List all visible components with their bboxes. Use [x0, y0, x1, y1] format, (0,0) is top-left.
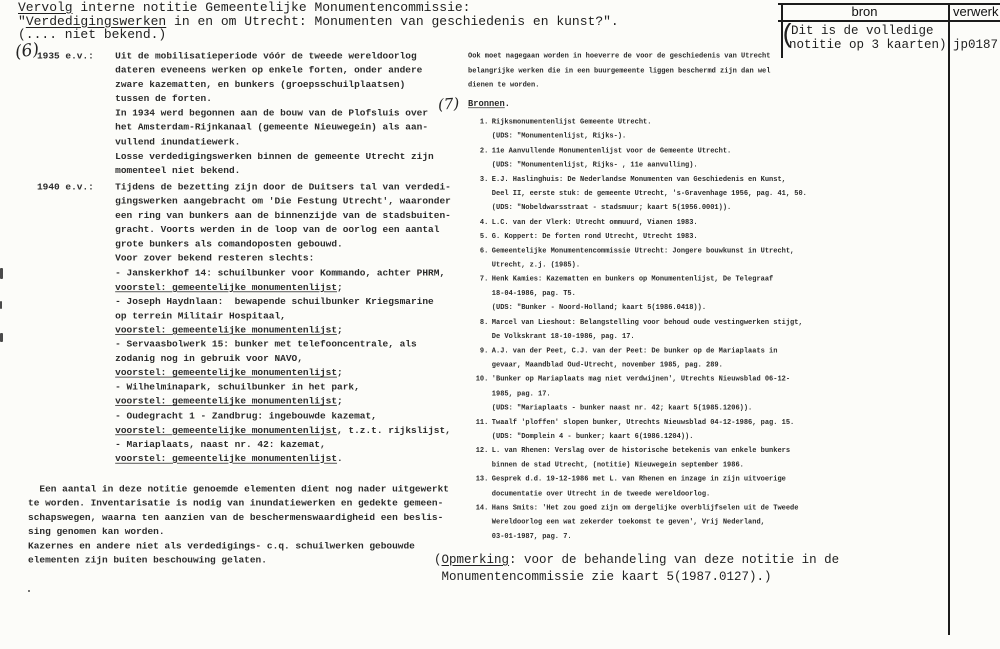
text-line: Utrecht, z.j. (1985). [491, 261, 581, 270]
text-line: 9. A.J. van der Peet, C.J. van der Peet: De bunker op de Mariaplaats in [468, 345, 958, 359]
stamp-table-header-border [778, 20, 1000, 22]
text-line: Voor zover bekend resteren slechts: [115, 253, 315, 265]
text-line: Uit de mobilisatieperiode vóór de tweede wereldoorlog [115, 50, 417, 62]
text-line: documentatie over Utrecht in de tweede wereldoorlog. [491, 490, 711, 498]
text-line: Vervolg interne notitie Gemeentelijke Monumentencommissie: [18, 0, 471, 15]
section-1940-label: 1940 e.v.: [36, 181, 94, 193]
text-line: zware kazematten, en bunkers (groepsschuilplaatsen) [115, 79, 406, 91]
source-number: 2. [479, 147, 489, 156]
text-line: voorstel: gemeentelijke monumentenlijst; [115, 367, 343, 379]
source-number: 13. [475, 475, 489, 484]
text-line: In 1934 werd begonnen aan de bouw van de Plofsluis over [115, 107, 429, 119]
text-line: 7. Henk Kamies: Kazematten en bunkers op Monumentenlijst, De Telegraaf [468, 273, 958, 287]
source-number: 4. [479, 218, 489, 227]
text-line: 11. Twaalf 'ploffen' slopen bunker, Utrechts Nieuwsblad 04-12-1986, pag. 15. [468, 416, 958, 430]
text-line: Ook moet nagegaan worden in hoeverre de voor de geschiedenis van Utrecht [468, 52, 771, 61]
text-line: belangrijke werken die in een buurgemeente liggen beschermd zijn dan wel [468, 67, 771, 75]
text-line: te worden. Inventarisatie is nodig van inundatiewerken en gedekte gemeen- [28, 497, 444, 509]
text-line: voorstel: gemeentelijke monumentenlijst; [115, 395, 343, 408]
source-number: 14. [475, 504, 489, 513]
text-line: voorstel: gemeentelijke monumentenlijst; [115, 324, 343, 336]
text-line: dateren eveneens werken op enkele forten, onder andere [115, 64, 423, 76]
text-line: 6. Gemeentelijke Monumentencommissie Utrecht: Jongere bouwkunst in Utrecht, [468, 245, 958, 259]
source-number: 5. [479, 233, 489, 241]
text-line: (UDS: "Bunker - Noord-Holland; kaart 5(1986.0418)). [491, 304, 707, 313]
text-line: op terrein Militair Hospitaal, [115, 310, 286, 322]
text-line: Wereldoorlog een wat zekerder toekomst te geven', Vrij Nederland, [491, 518, 765, 527]
text-line: binnen de stad Utrecht, (notitie) Nieuwegein september 1986. [491, 461, 744, 470]
text-line: 1. Rijksmonumentenlijst Gemeente Utrecht. [468, 116, 958, 130]
text-line: 13. Gesprek d.d. 19-12-1986 met L. van Rhenen en inzage in zijn uitvoerige [468, 473, 958, 487]
text-line: (UDS: "Monumentenlijst, Rijks- , 11e aanvulling). [491, 161, 698, 170]
text-line: De Volkskrant 18-10-1986, pag. 17. [491, 333, 635, 341]
text-line: het Amsterdam-Rijnkanaal (gemeente Nieuwegein) als aan- [115, 122, 429, 134]
text-line: 8. Marcel van Lieshout: Belangstelling voor behoud oude vestingwerken stijgt, [468, 316, 958, 330]
text-line: Tijdens de bezetting zijn door de Duitsers tal van verdedi- [115, 181, 451, 193]
text-line: (UDS: "Mariaplaats - bunker naast nr. 42; kaart 5(1985.1206)). [491, 404, 753, 413]
text-line: 3. E.J. Haslinghuis: De Nederlandse Monumenten van Geschiedenis en Kunst, [468, 173, 958, 187]
text-line: Losse verdedigingswerken binnen de gemeente Utrecht zijn [115, 150, 434, 162]
text-line: tussen de forten. [115, 93, 212, 105]
margin-note-6: (6) [13, 39, 41, 63]
text-line: een ring van bunkers aan de binnenzijde van de stadsbuiten- [115, 210, 451, 222]
text-line: sing genomen kan worden. [28, 526, 165, 538]
text-line: elementen zijn buiten beschouwing gelaten. [28, 555, 267, 567]
stamp-code: jp0187 [953, 38, 999, 52]
text-line: 5. G. Koppert: De forten rond Utrecht, Utrecht 1983. [468, 230, 958, 244]
text-line: dienen te worden. [468, 81, 540, 90]
stamp-column-bron: bron [851, 4, 878, 19]
source-number: 9. [479, 347, 489, 356]
text-line: Monumentencommissie zie kaart 5(1987.0127).) [434, 569, 772, 584]
text-line: - Oudegracht 1 - Zandbrug: ingebouwde kazemat, [115, 410, 377, 422]
scan-artifact [0, 301, 2, 309]
text-line: voorstel: gemeentelijke monumentenlijst; [115, 281, 343, 293]
source-number: 10. [475, 375, 489, 384]
text-line: - Wilhelminapark, schuilbunker in het park, [115, 381, 360, 393]
text-line: - Joseph Haydnlaan: bewapende schuilbunker Kriegsmarine [115, 295, 434, 307]
text-line: vullend inundatiewerk. [115, 136, 241, 148]
scan-artifact [0, 333, 3, 342]
source-number: 1. [479, 118, 489, 127]
section-1935-label: 1935 e.v.: [36, 50, 94, 62]
text-line: 4. L.C. van der Vlerk: Utrecht ommuurd, Vianen 1983. [468, 216, 958, 230]
text-line: (.... niet bekend.) [18, 27, 167, 42]
text-line: 2. 11e Aanvullende Monumentenlijst voor de Gemeente Utrecht. [468, 145, 958, 159]
source-number: 11. [475, 418, 489, 427]
scan-artifact [28, 590, 30, 592]
text-line: (UDS: "Nobeldwarsstraat - stadsmuur; kaart 5(1956.0001)). [491, 204, 732, 213]
text-line: schapswegen, waarna ten aanzien van de beschermenswaardigheid een beslis- [28, 512, 444, 524]
stamp-note-paren: ( [780, 20, 796, 50]
text-line: Bronnen. [468, 99, 511, 109]
text-line: Deel II, eerste stuk: de gemeente Utrecht, 's-Gravenhage 1956, pag. 41, 50. [491, 190, 807, 198]
text-line: 14. Hans Smits: 'Het zou goed zijn om dergelijke overblijfselen uit de Tweede [468, 502, 958, 516]
text-line: momenteel niet bekend. [115, 164, 241, 176]
text-line: (UDS: "Monumentenlijst, Rijks-). [491, 133, 627, 141]
page-title [18, 1, 619, 42]
stamp-note-line2: notitie op 3 kaarten) [789, 38, 947, 52]
text-line: gingswerken aangebracht om 'Die Festung Utrecht', waaronder [115, 195, 451, 207]
text-line: (UDS: "Domplein 4 - bunker; kaart 6(1986.1204)). [491, 433, 694, 441]
source-number: 8. [479, 318, 489, 327]
text-line: - Servaasbolwerk 15: bunker met telefooncentrale, als [115, 338, 417, 350]
source-number: 7. [479, 275, 489, 284]
text-line: Kazernes en andere niet als verdedigings- c.q. schuilwerken gebouwde [28, 540, 415, 552]
text-line: 12. L. van Rhenen: Verslag over de historische betekenis van enkele bunkers [468, 445, 958, 459]
text-line: gracht. Voorts werden in de loop van de oorlog een aantal [115, 224, 440, 236]
source-number: 6. [479, 247, 489, 256]
text-line: 03-01-1987, pag. 7. [491, 533, 572, 541]
text-line: - Janskerkhof 14: schuilbunker voor Kommando, achter PHRM, [115, 267, 446, 279]
bronnen-heading [468, 99, 1000, 113]
stamp-note-line1: Dit is de volledige [791, 24, 934, 38]
text-line: (Opmerking: voor de behandeling van deze notitie in de [434, 553, 840, 567]
text-line: zodanig nog in gebruik voor NAVO, [115, 353, 303, 365]
text-line: voorstel: gemeentelijke monumentenlijst, t.z.t. rijkslijst, [115, 424, 451, 436]
text-line: - Mariaplaats, naast nr. 42: kazemat, [115, 438, 326, 450]
text-line: 18-04-1986, pag. T5. [491, 290, 576, 298]
text-line: voorstel: gemeentelijke monumentenlijst. [115, 453, 343, 465]
text-line: 1985, pag. 17. [491, 390, 551, 398]
text-line: Een aantal in deze notitie genoemde elementen dient nog nader uitgewerkt [28, 483, 449, 495]
footnote-remark [434, 552, 839, 585]
text-line: 10. 'Bunker op Mariaplaats mag niet verdwijnen', Utrechts Nieuwsblad 06-12- [468, 373, 958, 387]
text-line: grote bunkers als comandoposten gebouwd. [115, 238, 343, 250]
margin-note-7: (7) [437, 94, 460, 114]
source-number: 12. [475, 447, 489, 456]
text-line: "Verdedigingswerken in en om Utrecht: Monumenten van geschiedenis en kunst?". [18, 13, 619, 29]
scan-artifact [0, 268, 3, 279]
text-line: gevaar, Maandblad Oud-Utrecht, november 1985, pag. 289. [491, 361, 723, 370]
stamp-column-verwerk: verwerk [953, 4, 999, 19]
source-number: 3. [479, 175, 489, 184]
